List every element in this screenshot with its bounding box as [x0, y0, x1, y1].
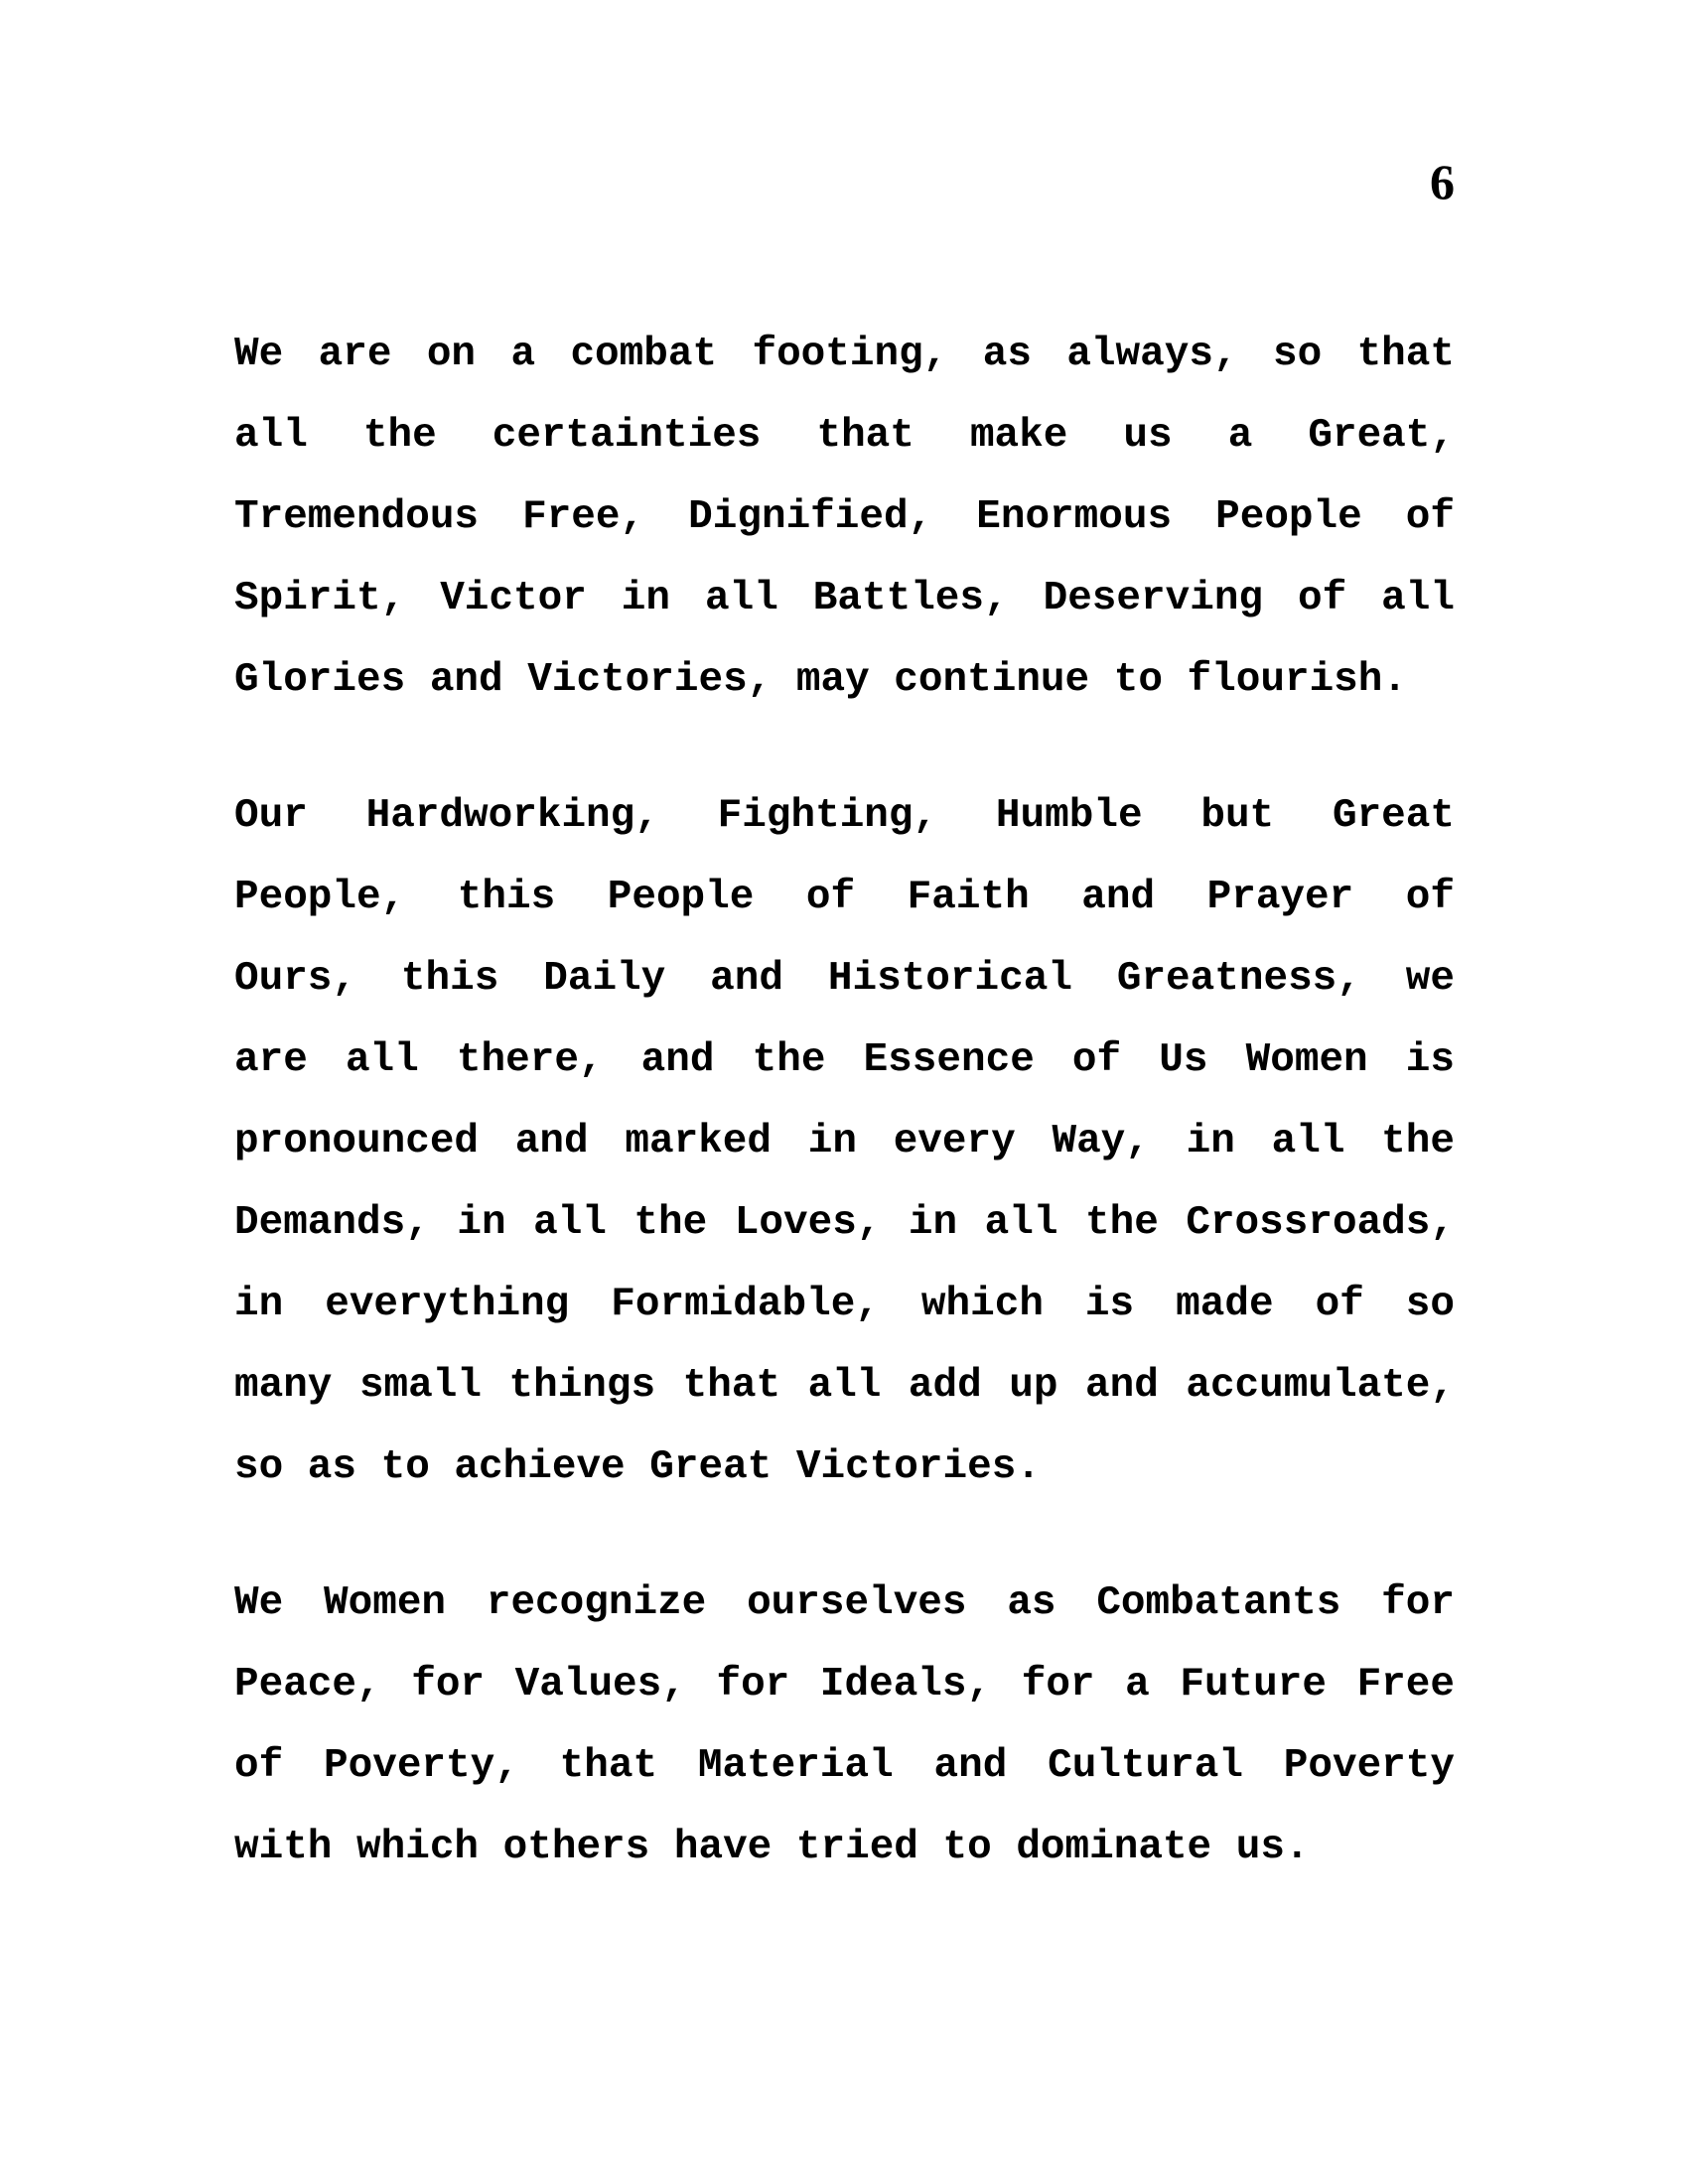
paragraph [234, 1563, 1455, 1888]
text-line: Spirit, Victor in all Battles, Deserving of all [234, 576, 1455, 621]
text-line: Ours, this Daily and Historical Greatness, we [234, 956, 1455, 1002]
text-line: Demands, in all the Loves, in all the Crossroads, [234, 1200, 1455, 1246]
text-line: Peace, for Values, for Ideals, for a Future Free [234, 1662, 1455, 1707]
text-line: Glories and Victories, may continue to flourish. [234, 657, 1407, 703]
paragraph [234, 775, 1455, 1508]
text-line: We are on a combat footing, as always, so that [234, 332, 1455, 377]
text-line: in everything Formidable, which is made of so [234, 1282, 1455, 1327]
text-line: many small things that all add up and accumulate, [234, 1363, 1455, 1409]
text-line: of Poverty, that Material and Cultural Poverty [234, 1743, 1455, 1789]
text-line: so as to achieve Great Victories. [234, 1444, 1041, 1490]
document-body [234, 314, 1455, 1888]
text-line: We Women recognize ourselves as Combatants for [234, 1580, 1455, 1626]
text-line: are all there, and the Essence of Us Women is [234, 1037, 1455, 1083]
text-line: with which others have tried to dominate us. [234, 1825, 1310, 1870]
text-line: all the certainties that make us a Great, [234, 413, 1455, 459]
paragraph [234, 314, 1455, 721]
page-number: 6 [1430, 154, 1455, 209]
text-line: People, this People of Faith and Prayer of [234, 875, 1455, 920]
text-line: pronounced and marked in every Way, in all the [234, 1119, 1455, 1164]
text-line: Our Hardworking, Fighting, Humble but Great [234, 793, 1455, 839]
text-line: Tremendous Free, Dignified, Enormous People of [234, 494, 1455, 540]
